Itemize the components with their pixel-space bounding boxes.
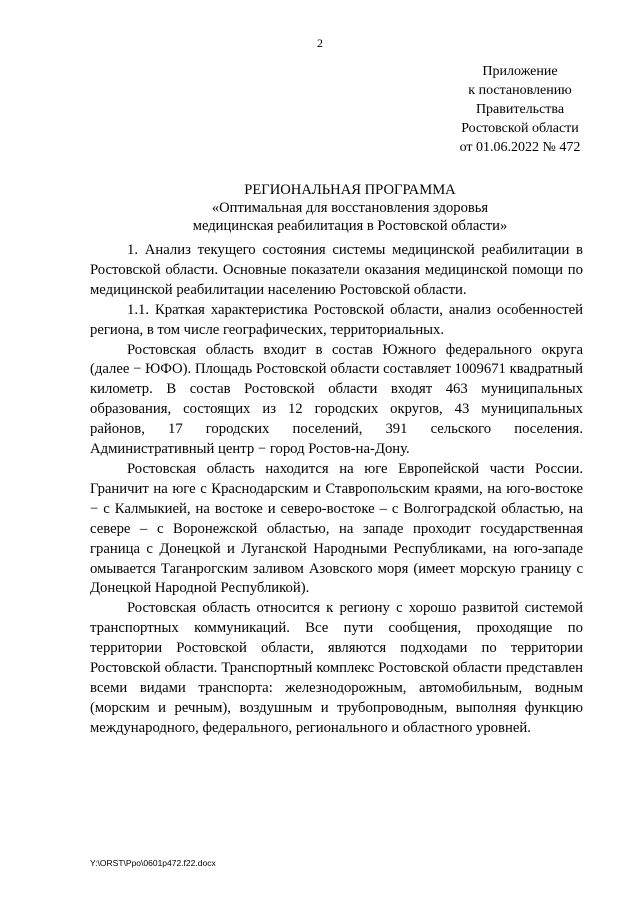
page-number: 2 (317, 36, 323, 50)
footer-file-path: Y:\ORST\Ppo\0601p472.f22.docx (90, 858, 216, 868)
appendix-line: к постановлению (468, 83, 572, 98)
document-body (90, 241, 583, 739)
title-subtitle-line: «Оптимальная для восстановления здоровья (211, 200, 489, 216)
appendix-header (440, 62, 600, 157)
paragraph: Ростовская область входит в состав Южного федерального округа (далее − ЮФО). Площадь Ростовской области составляет 1009671 квадратный километр. В состав Ростовской области входят 463 муниципальных образования, состоящих из 12 городских округов, 43 муниципальных районов, 17 городских поселений, 391 сельского поселения. Административный центр − город Ростов-на-Дону. (90, 341, 583, 458)
title-heading: РЕГИОНАЛЬНАЯ ПРОГРАММА (244, 182, 456, 198)
appendix-line: от 01.06.2022 № 472 (459, 140, 581, 155)
paragraph: Ростовская область находится на юге Европейской части России. Граничит на юге с Краснодарским и Ставропольским краями, на юго-востоке − с Калмыкией, на востоке и северо-востоке – с Волгоградской областью, на севере – с Воронежской областью, на западе проходит государственная граница с Донецкой и Луганской Народными Республиками, на юго-западе омывается Таганрогским заливом Азовского моря (имеет морскую границу с Донецкой Народной Республикой). (90, 460, 583, 597)
appendix-line: Приложение (482, 64, 558, 79)
title-subtitle-line: медицинская реабилитация в Ростовской области» (192, 218, 508, 234)
appendix-line: Правительства (475, 102, 565, 117)
program-title (0, 181, 640, 235)
appendix-line: Ростовской области (461, 121, 579, 136)
paragraph: 1. Анализ текущего состояния системы медицинской реабилитации в Ростовской области. Основные показатели оказания медицинской помощи по медицинской реабилитации населению Ростовской области. (90, 242, 583, 298)
paragraph: Ростовская область относится к региону с хорошо развитой системой транспортных коммуникаций. Все пути сообщения, проходящие по территории Ростовской области, являются подходами по территории Ростовской области. Транспортный комплекс Ростовской области представлен всеми видами транспорта: железнодорожным, автомобильным, водным (морским и речным), воздушным и трубопроводным, выполняя функцию международного, федерального, регионального и областного уровней. (90, 600, 583, 736)
paragraph: 1.1. Краткая характеристика Ростовской области, анализ особенностей региона, в том числе географических, территориальных. (90, 301, 583, 338)
